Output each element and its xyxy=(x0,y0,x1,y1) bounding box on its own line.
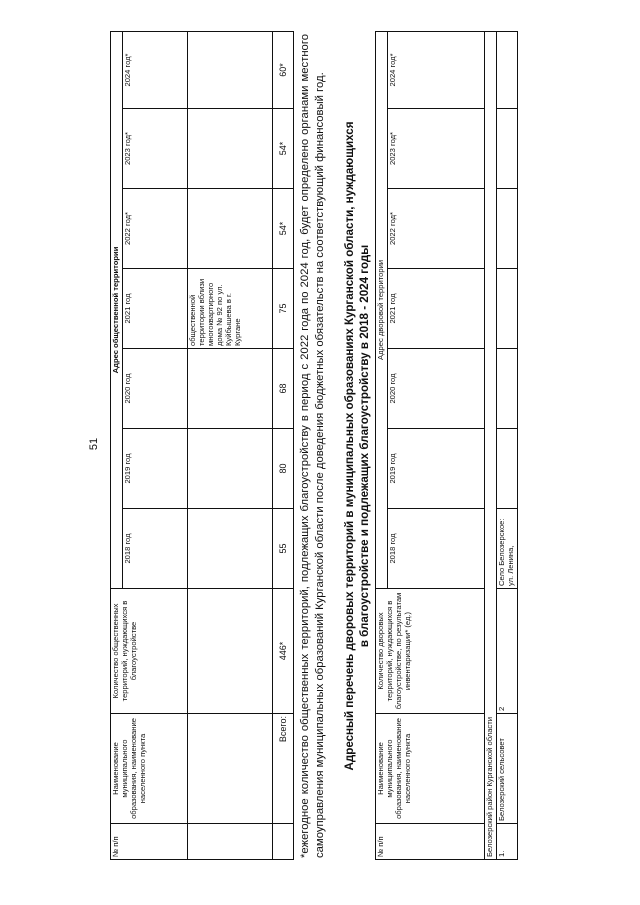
yard-territories-table xyxy=(375,31,518,860)
t2-year-2018: 2018 год xyxy=(387,509,484,589)
totals-count: 446* xyxy=(272,589,293,714)
t2-header-municipality: Наименование муниципального образования, наименование населенного пункта xyxy=(375,714,484,824)
year-2018: 2018 год xyxy=(122,509,187,589)
total-2020: 68 xyxy=(272,349,293,429)
year-2019: 2019 год xyxy=(122,429,187,509)
public-territories-table xyxy=(110,31,294,860)
section-title-line1: Адресный перечень дворовых территорий в муниципальных образованиях Курганской области, нуждающихся xyxy=(342,121,356,771)
row-num: 1. xyxy=(496,824,517,860)
totals-row xyxy=(272,31,293,859)
footnote: *ежегодное количество общественных территорий, подлежащих благоустройству в период с 2022 года по 2024 год, будет определено органами местного самоуправления муниципальных образований Курганской области после доведения бюджетных обязательств на соответствующий финансовый год. xyxy=(298,34,326,858)
section-title xyxy=(342,32,372,860)
row-count: 2 xyxy=(496,589,517,714)
t2-header-count: Количество дворовых территорий, нуждающихся в благоустройстве, по результатам инвентаризации* (ед.) xyxy=(375,589,484,714)
table-row xyxy=(187,31,272,859)
year-2020: 2020 год xyxy=(122,349,187,429)
header-address-group: Адрес общественной территории xyxy=(111,31,123,588)
totals-label: Всего: xyxy=(272,714,293,824)
t2-year-2022: 2022 год* xyxy=(387,189,484,269)
total-2018: 55 xyxy=(272,509,293,589)
row-municipality: Белозерский сельсовет xyxy=(496,714,517,824)
t2-header-address-group: Адрес дворовой территории xyxy=(375,31,387,588)
t2-year-2021: 2021 год xyxy=(387,269,484,349)
total-2021: 75 xyxy=(272,269,293,349)
region-row xyxy=(484,31,496,859)
table-row xyxy=(496,31,517,859)
row-address-2018: Село Белозерское: ул. Ленина, xyxy=(496,509,517,589)
header-count: Количество общественных территорий, нуждающихся в благоустройстве xyxy=(111,589,188,714)
section-title-line2: в благоустройстве и подлежащих благоустройству в 2018 - 2024 годы xyxy=(357,244,371,648)
region-label: Белозерский район Курганской области xyxy=(484,31,496,859)
address-2021-cell: общественной территории вблизи многоквартирного дома № 92 по ул. Куйбышева в г. Кургане xyxy=(187,269,272,349)
t2-header-num: № п/п xyxy=(375,824,484,860)
year-2023: 2023 год* xyxy=(122,109,187,189)
total-2022: 54* xyxy=(272,189,293,269)
total-2024: 60* xyxy=(272,31,293,108)
page-number: 51 xyxy=(88,437,100,451)
year-2021: 2021 год xyxy=(122,269,187,349)
total-2019: 80 xyxy=(272,429,293,509)
rotated-page-content xyxy=(110,32,530,860)
t2-year-2020: 2020 год xyxy=(387,349,484,429)
t2-year-2019: 2019 год xyxy=(387,429,484,509)
t2-year-2024: 2024 год* xyxy=(387,31,484,108)
t2-year-2023: 2023 год* xyxy=(387,109,484,189)
total-2023: 54* xyxy=(272,109,293,189)
header-municipality: Наименование муниципального образования, наименование населенного пункта xyxy=(111,714,188,824)
year-2024: 2024 год* xyxy=(122,31,187,108)
year-2022: 2022 год* xyxy=(122,189,187,269)
header-num: № п/п xyxy=(111,824,188,860)
